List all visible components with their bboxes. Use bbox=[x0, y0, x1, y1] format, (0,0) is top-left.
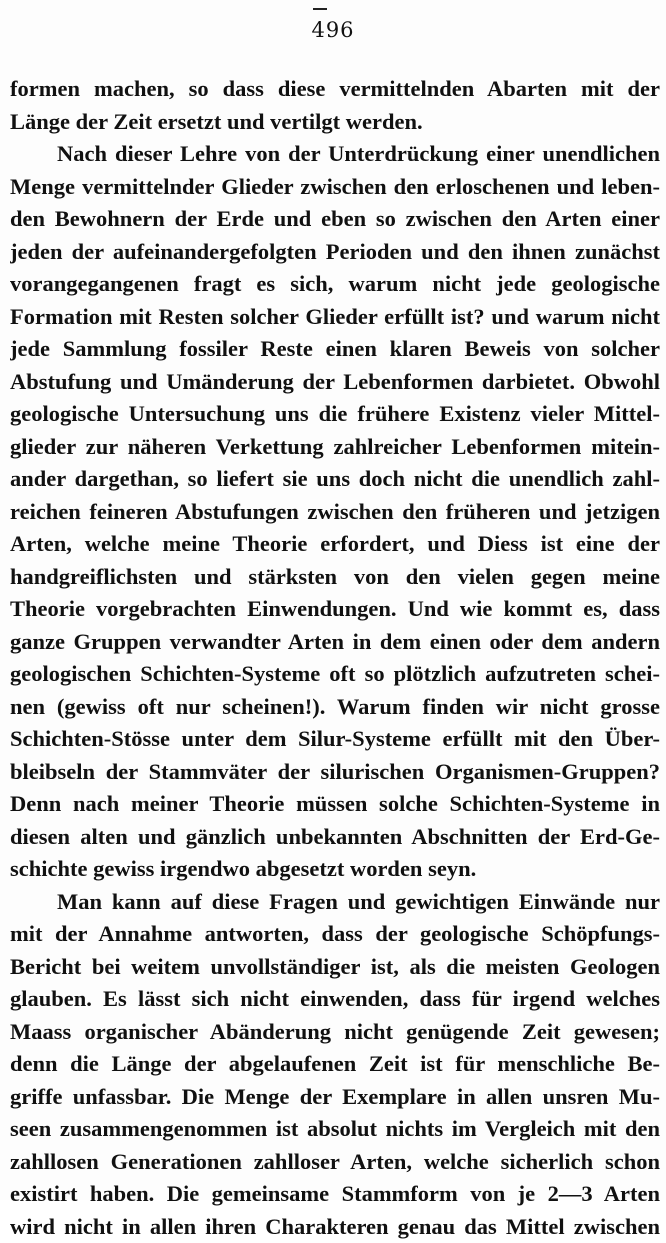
header-dash bbox=[313, 8, 327, 10]
text-line: Schichten-Stösse unter dem Silur-Systeme erfüllt mit den Über- bbox=[10, 723, 660, 756]
text-line: jeden der aufeinandergefolgten Perioden und den ihnen zunächst bbox=[10, 236, 660, 269]
text-line: Maass organischer Abänderung nicht genügende Zeit gewesen; bbox=[10, 1016, 660, 1049]
text-line: nen (gewiss oft nur scheinen!). Warum finden wir nicht grosse bbox=[10, 691, 660, 724]
text-line: Arten, welche meine Theorie erfordert, und Diess ist eine der bbox=[10, 528, 660, 561]
text-line: formen machen, so dass diese vermittelnden Abarten mit der bbox=[10, 73, 660, 106]
text-line: geologische Untersuchung uns die frühere Existenz vieler Mittel- bbox=[10, 398, 660, 431]
text-line: reichen feineren Abstufungen zwischen den früheren und jetzigen bbox=[10, 496, 660, 529]
body-text bbox=[10, 73, 660, 1243]
text-line: denn die Länge der abgelaufenen Zeit ist für menschliche Be- bbox=[10, 1048, 660, 1081]
text-line: griffe unfassbar. Die Menge der Exemplare in allen unsren Mu- bbox=[10, 1081, 660, 1114]
text-line: handgreiflichsten und stärksten von den vielen gegen meine bbox=[10, 561, 660, 594]
text-line: bleibseln der Stammväter der silurischen Organismen-Gruppen? bbox=[10, 756, 660, 789]
text-line: Man kann auf diese Fragen und gewichtigen Einwände nur bbox=[10, 886, 660, 919]
text-line: diesen alten und gänzlich unbekannten Abschnitten der Erd-Ge- bbox=[10, 821, 660, 854]
text-line: Menge vermittelnder Glieder zwischen den erloschenen und leben- bbox=[10, 171, 660, 204]
text-line: Denn nach meiner Theorie müssen solche Schichten-Systeme in bbox=[10, 788, 660, 821]
text-line: zahllosen Generationen zahlloser Arten, welche sicherlich schon bbox=[10, 1146, 660, 1179]
text-line: ganze Gruppen verwandter Arten in dem einen oder dem andern bbox=[10, 626, 660, 659]
text-line: den Bewohnern der Erde und eben so zwischen den Arten einer bbox=[10, 203, 660, 236]
text-line: glieder zur näheren Verkettung zahlreicher Lebenformen mitein- bbox=[10, 431, 660, 464]
text-line: mit der Annahme antworten, dass der geologische Schöpfungs- bbox=[10, 918, 660, 951]
text-line: wird nicht in allen ihren Charakteren genau das Mittel zwischen bbox=[10, 1211, 660, 1243]
text-line: Länge der Zeit ersetzt und vertilgt werden. bbox=[10, 106, 660, 139]
text-line: vorangegangenen fragt es sich, warum nicht jede geologische bbox=[10, 268, 660, 301]
text-line: schichte gewiss irgendwo abgesetzt worden seyn. bbox=[10, 853, 660, 886]
text-line: existirt haben. Die gemeinsame Stammform von je 2—3 Arten bbox=[10, 1178, 660, 1211]
text-line: geologischen Schichten-Systeme oft so plötzlich aufzutreten schei- bbox=[10, 658, 660, 691]
text-line: glauben. Es lässt sich nicht einwenden, dass für irgend welches bbox=[10, 983, 660, 1016]
text-line: Bericht bei weitem unvollständiger ist, als die meisten Geologen bbox=[10, 951, 660, 984]
text-line: seen zusammengenommen ist absolut nichts im Vergleich mit den bbox=[10, 1113, 660, 1146]
text-line: ander dargethan, so liefert sie uns doch nicht die unendlich zahl- bbox=[10, 463, 660, 496]
text-line: Formation mit Resten solcher Glieder erfüllt ist? und warum nicht bbox=[10, 301, 660, 334]
text-line: Theorie vorgebrachten Einwendungen. Und wie kommt es, dass bbox=[10, 593, 660, 626]
text-line: Nach dieser Lehre von der Unterdrückung einer unendlichen bbox=[10, 138, 660, 171]
text-line: Abstufung und Umänderung der Lebenformen darbietet. Obwohl bbox=[10, 366, 660, 399]
text-line: jede Sammlung fossiler Reste einen klaren Beweis von solcher bbox=[10, 333, 660, 366]
page-number: 496 bbox=[0, 18, 666, 42]
